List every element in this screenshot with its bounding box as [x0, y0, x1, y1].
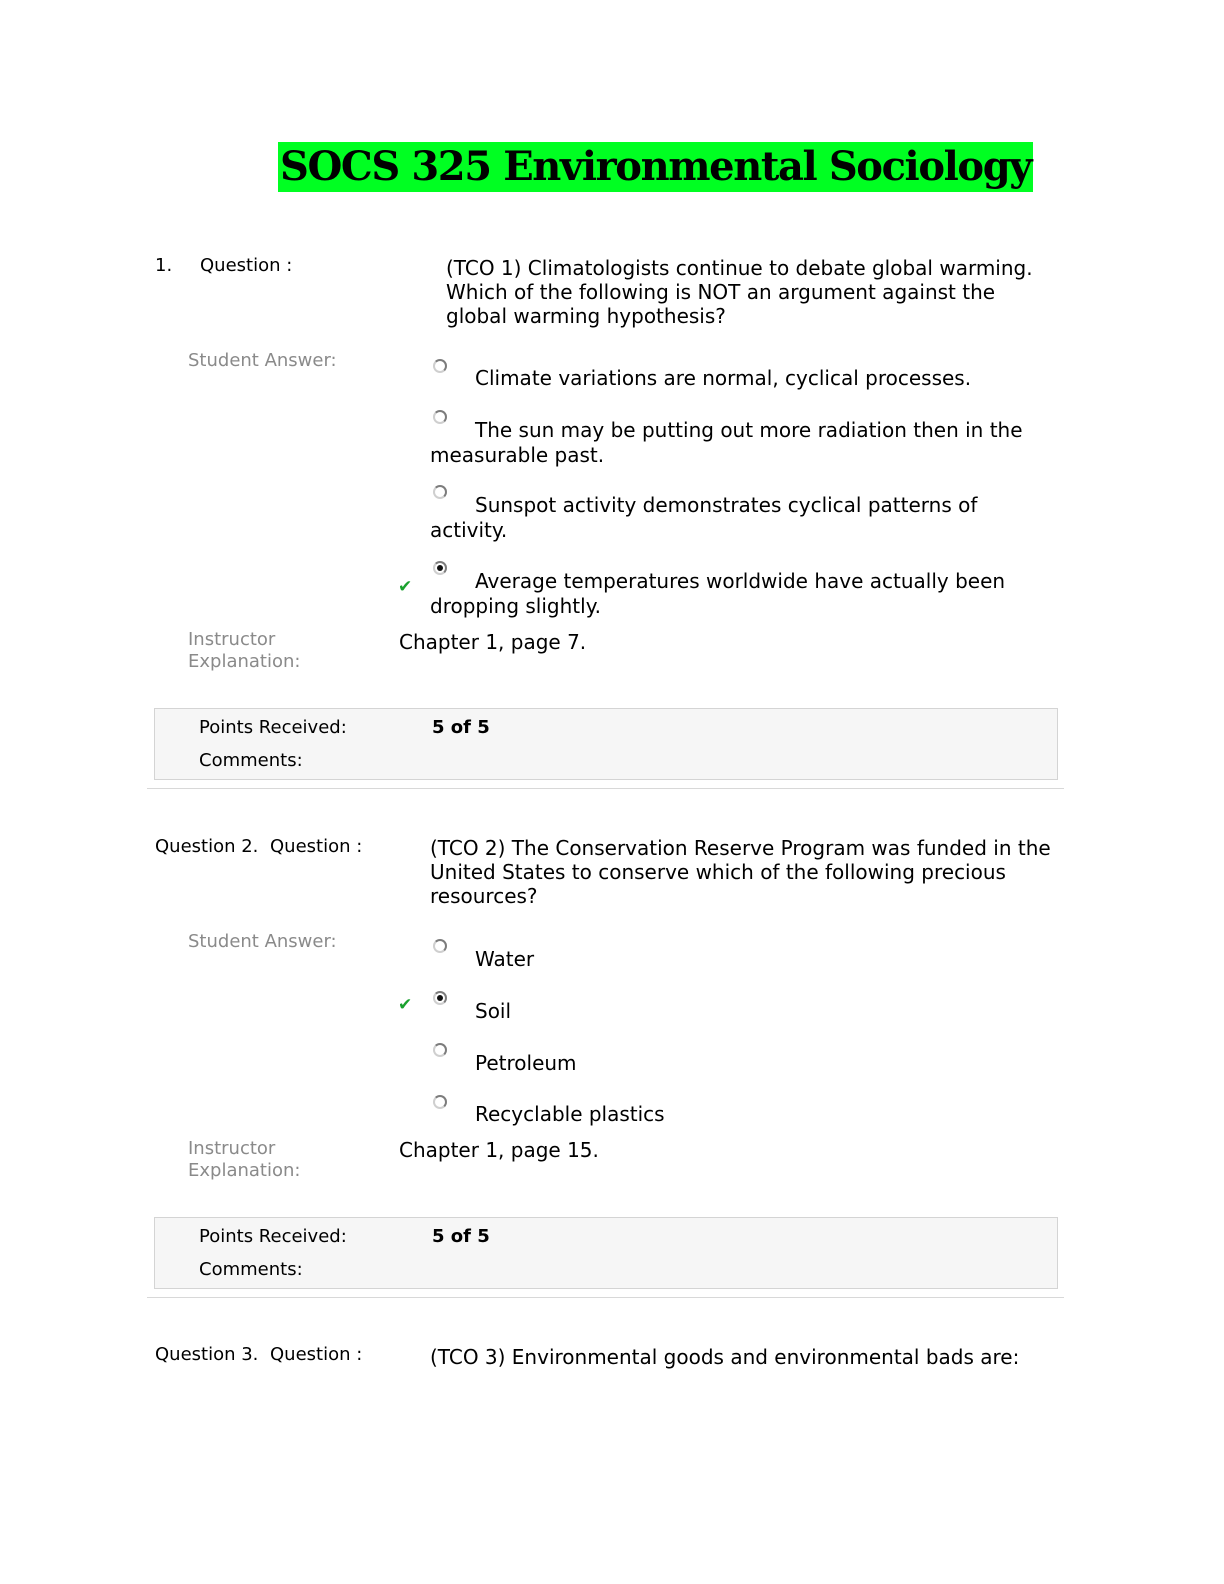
question-number: Question 3. [155, 1344, 259, 1365]
points-received-value: 5 of 5 [432, 1226, 490, 1247]
document-title: SOCS 325 Environmental Sociology [280, 143, 1032, 190]
comments-label: Comments: [199, 1259, 303, 1280]
points-received-value: 5 of 5 [432, 717, 490, 738]
question-label: Question : [200, 255, 293, 276]
answer-radio-selected[interactable] [433, 991, 447, 1005]
correct-check-icon: ✔ [398, 577, 413, 597]
answer-radio[interactable] [433, 1043, 447, 1057]
answer-radio[interactable] [433, 939, 447, 953]
answer-option: Water [475, 947, 535, 971]
instructor-explanation: Chapter 1, page 15. [399, 1138, 599, 1162]
student-answer-label: Student Answer: [188, 350, 337, 371]
answer-option: Petroleum [475, 1051, 577, 1075]
points-received-label: Points Received: [199, 717, 347, 738]
answer-option: Average temperatures worldwide have actually been dropping slightly. [430, 569, 1006, 618]
answer-option: Sunspot activity demonstrates cyclical patterns of activity. [430, 493, 978, 542]
question-divider [147, 1297, 1064, 1298]
answer-option: Recyclable plastics [475, 1102, 665, 1126]
instructor-explanation-label: Instructor Explanation: [188, 629, 301, 672]
answer-radio[interactable] [433, 1095, 447, 1109]
points-received-label: Points Received: [199, 1226, 347, 1247]
answer-option: The sun may be putting out more radiation then in the measurable past. [430, 418, 1023, 467]
answer-option: Soil [475, 999, 512, 1023]
answer-option: Climate variations are normal, cyclical processes. [475, 366, 972, 390]
comments-label: Comments: [199, 750, 303, 771]
question-text: (TCO 2) The Conservation Reserve Program was funded in the United States to conserve which of the following precious resources? [430, 836, 1051, 908]
question-label: Question : [270, 1344, 363, 1365]
instructor-explanation: Chapter 1, page 7. [399, 630, 587, 654]
correct-check-icon: ✔ [398, 995, 413, 1015]
student-answer-label: Student Answer: [188, 931, 337, 952]
question-text: (TCO 1) Climatologists continue to debate global warming. Which of the following is NOT an argument against the global warming hypothesis? [446, 256, 1033, 328]
question-label: Question : [270, 836, 363, 857]
question-divider [147, 788, 1064, 789]
question-number: Question 2. [155, 836, 259, 857]
instructor-explanation-label: Instructor Explanation: [188, 1138, 301, 1181]
question-text: (TCO 3) Environmental goods and environmental bads are: [430, 1345, 1020, 1369]
question-number: 1. [155, 255, 173, 276]
